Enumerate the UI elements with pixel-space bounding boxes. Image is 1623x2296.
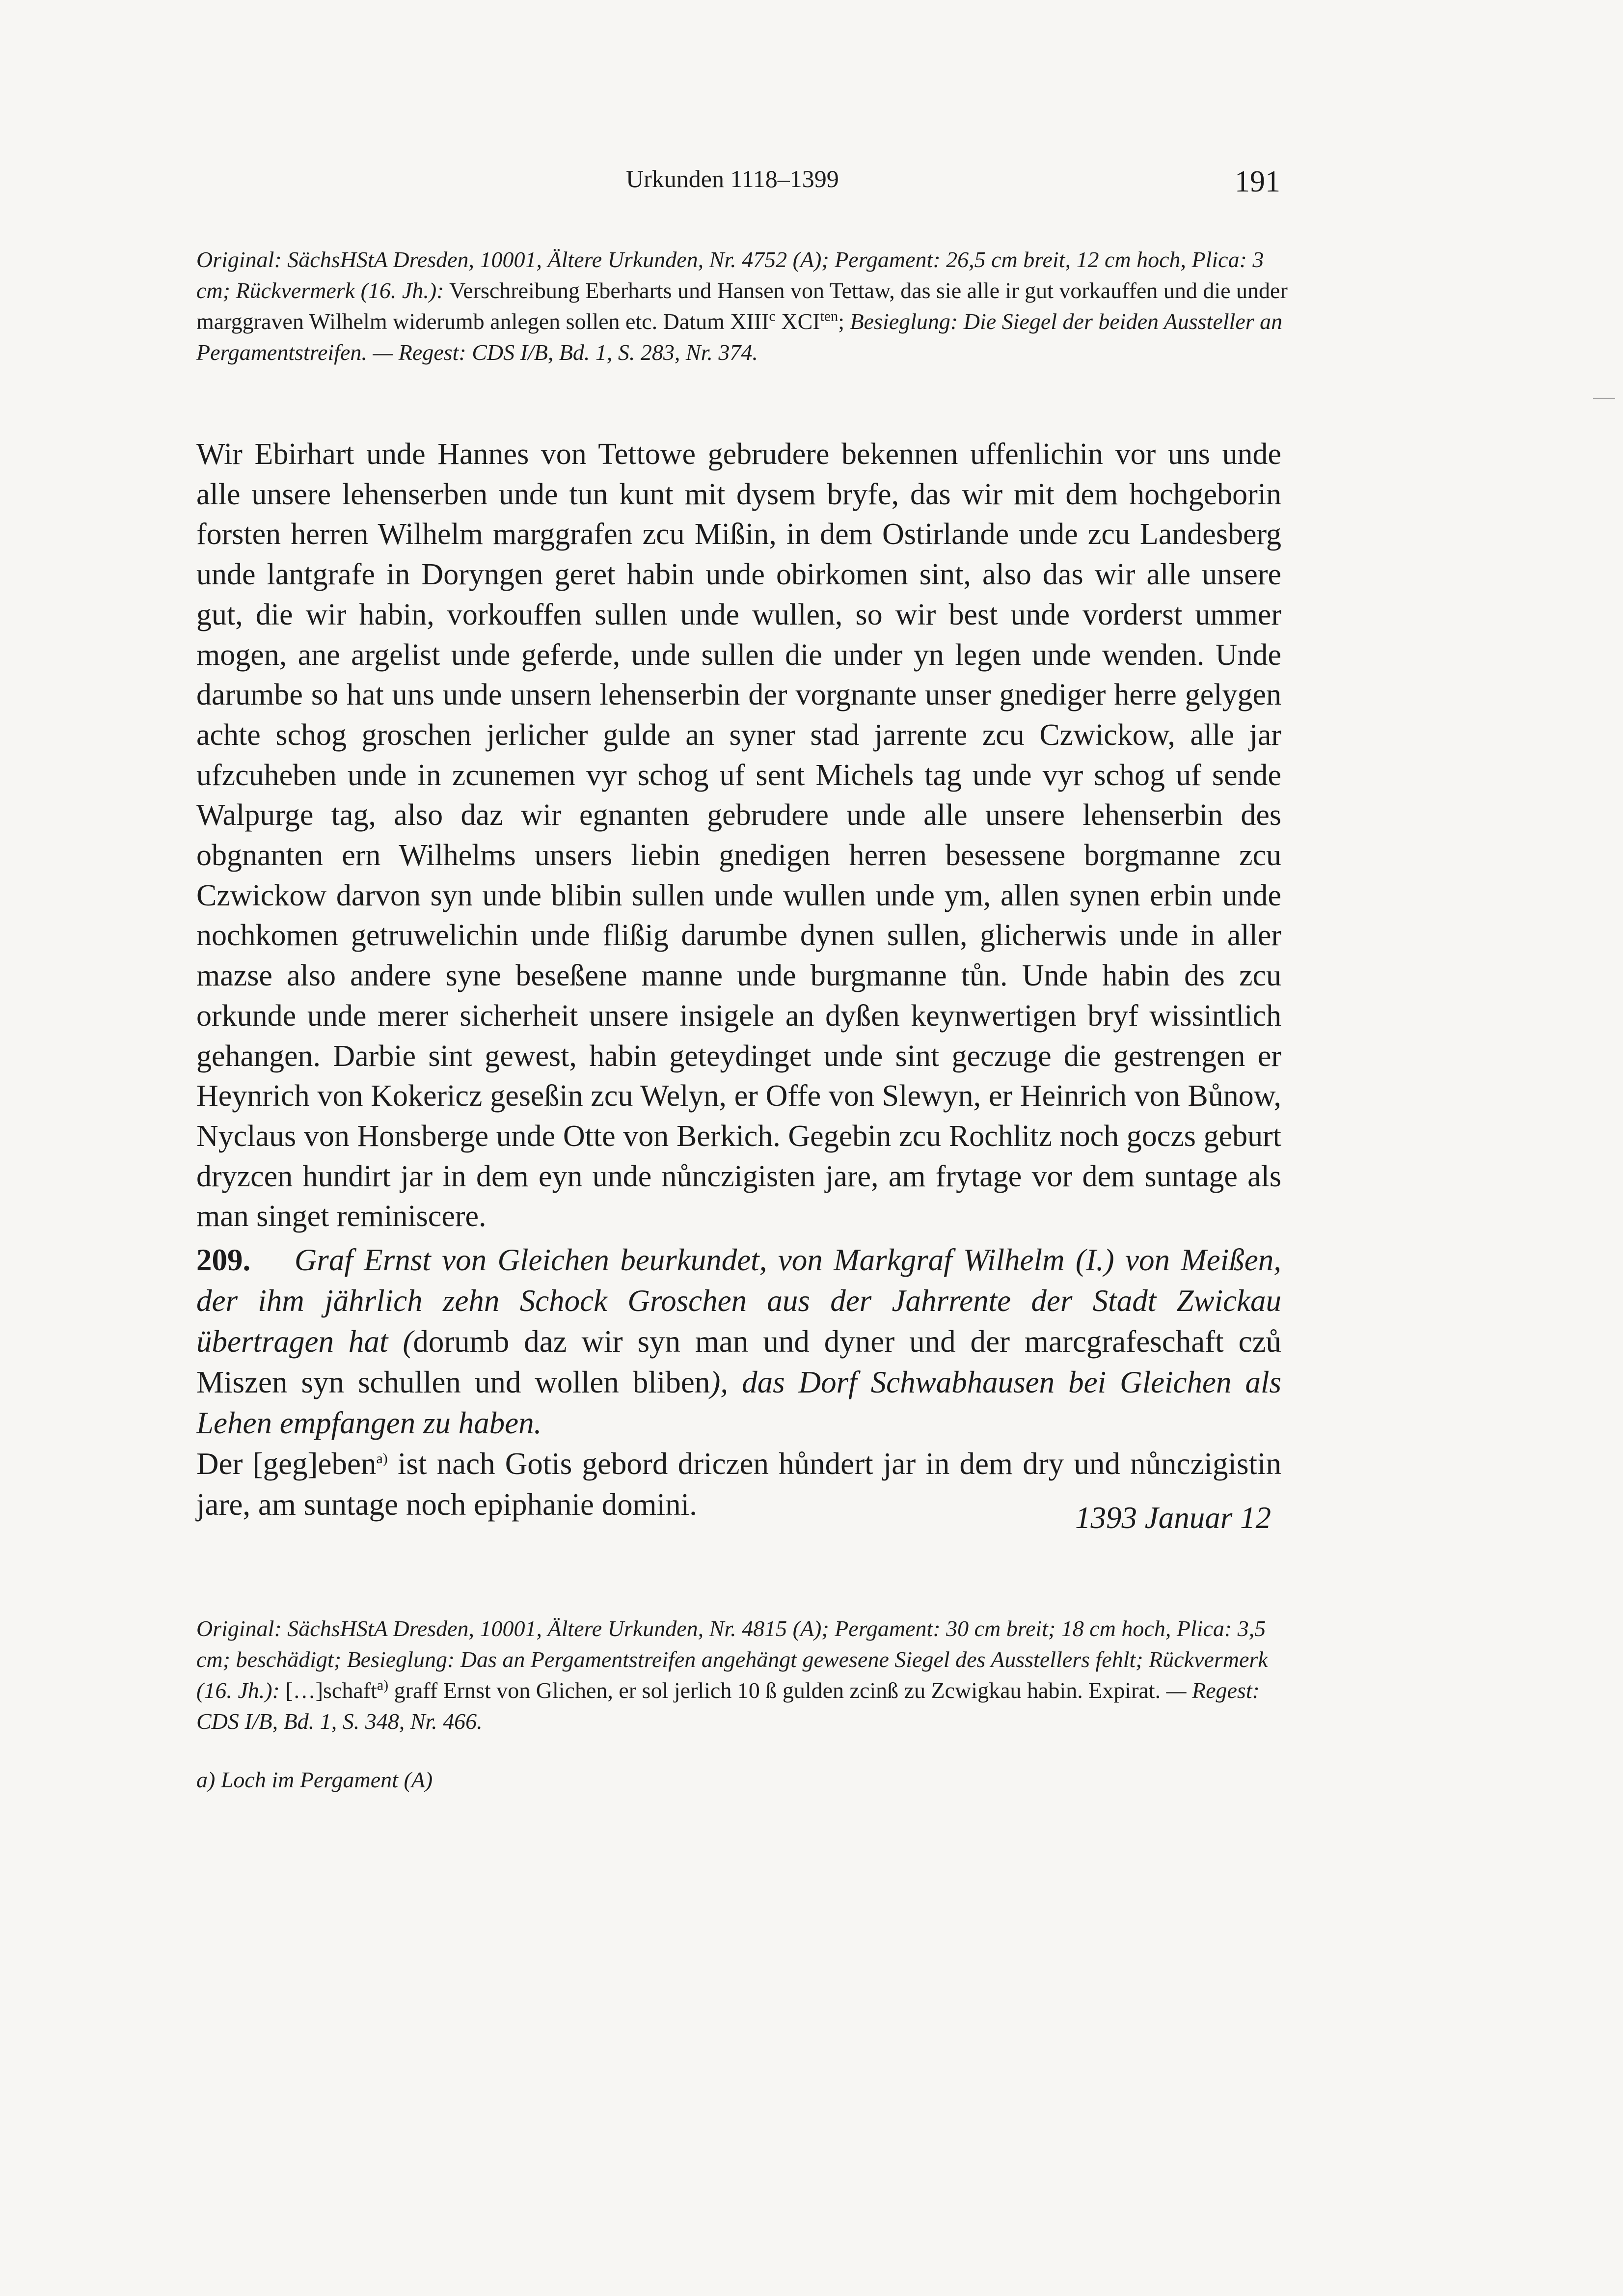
regest-number: 209. xyxy=(196,1243,251,1277)
page-number: 191 xyxy=(1235,165,1280,198)
source-note-2-archive: Original: SächsHStA Dresden, 10001, Ältere Urkunden, Nr. 4815 (A); Pergament: 30 cm breit; 18 cm hoch, Plica: 3,5 cm; beschädigt; Besieglung: Das an Pergamentstreifen angehängt gewesene Siegel des Ausstellers fehlt; Rückvermerk (16. Jh.): xyxy=(196,1616,1268,1703)
source-note-1-seal: Besieglung: Die Siegel der beiden Aussteller an Pergamentstreifen. — Regest: CDS I/B, Bd. 1, S. 283, Nr. 374. xyxy=(196,309,1283,365)
source-note-1-semicolon: ; xyxy=(838,309,845,334)
regest-summary-1: Graf Ernst von Gleichen beurkundet, von Markgraf Wilhelm (I.) von Meißen, der ihm jährlich zehn Schock Groschen aus der Jahrrente der Stadt Zwickau übertragen hat ( xyxy=(196,1243,1281,1359)
charter-text: Wir Ebirhart unde Hannes von Tettowe gebrudere bekennen uffenlichin vor uns unde alle unsere lehenserben unde tun kunt mit dysem bryfe, das wir mit dem hochgeborin forsten herren Wilhelm marggrafen zcu Mißin, in dem Ostirlande unde zcu Landesberg unde lantgrafe in Doryngen geret habin unde obirkomen sint, also das wir alle unsere gut, die wir habin, vorkouffen sullen unde wullen, so wir best unde vorderst ummer mogen, ane argelist unde geferde, unde sullen die under yn legen unde wenden. Unde darumbe so hat uns unde unsern lehenserbin der vorgnante unser gnediger herre gelygen achte schog groschen jerlicher gulde an syner stad jarrente zcu Czwickow, alle jar ufzcuheben unde in zcunemen vyr schog uf sent Michels tag unde vyr schog uf sende Walpurge tag, also daz wir egnanten gebrudere unde alle unsere lehenserbin des obgnanten ern Wilhelms unsers liebin gnedigen herren besessene borgmanne zcu Czwickow darvon syn unde blibin sullen unde wullen unde ym, allen synen erbin unde nochkomen getruwelichin unde flißig darumbe dynen sullen, glicherwis unde in aller mazse also andere syne beseßene manne unde burgmanne tůn. Unde habin des zcu orkunde unde merer sicherheit unsere insigele an dyßen keynwertigen bryf wissintlich gehangen. Darbie sint gewest, habin geteydinget unde sint geczuge die gestrengen er Heynrich von Kokericz geseßin zcu Welyn, er Offe von Slewyn, er Heinrich von Bůnow, Nyclaus von Honsberge unde Otte von Berkich. Gegebin zcu Rochlitz noch goczs geburt dryzcen hundirt jar in dem eyn unde nůnczigisten jare, am frytage vor dem suntage als man singet reminiscere. xyxy=(196,437,1281,1233)
source-note-1-sup-ten: ten xyxy=(820,308,839,325)
regest-dating-2: ist nach Gotis gebord driczen hůndert jar in dem dry und nůnczigistin jare, am suntage noch epiphanie domini. xyxy=(196,1447,1281,1522)
source-note-1-dorsal: Verschreibung Eberharts und Hansen von Tettaw, das sie alle ir gut vorkauffen und die under marggraven Wilhelm widerumb anlegen sollen etc. Datum XIII xyxy=(196,278,1288,334)
regest-date: 1393 Januar 12 xyxy=(1075,1501,1271,1535)
regest-summary-2: ), das Dorf Schwabhausen bei Gleichen als Lehen empfangen zu haben. xyxy=(196,1365,1281,1440)
regest-dating-1: Der [geg]eben xyxy=(196,1447,377,1481)
footnote-a: a) Loch im Pergament (A) xyxy=(196,1767,433,1792)
regest-dating-sup: a) xyxy=(376,1450,388,1467)
source-note-1-sup-c: c xyxy=(769,308,776,325)
source-note-2-regest: — Regest: CDS I/B, Bd. 1, S. 348, Nr. 466. xyxy=(196,1678,1260,1734)
regest-quote: dorumb daz wir syn man und dyner und der marcgrafeschaft czů Miszen syn schullen und wollen bliben xyxy=(196,1324,1281,1399)
source-note-1-xci: XCI xyxy=(775,309,820,334)
running-head: Urkunden 1118–1399 xyxy=(626,165,839,192)
source-note-2-dorsal-end: graff Ernst von Glichen, er sol jerlich 10 ß gulden zcinß zu Zcwigkau habin. Expirat. xyxy=(388,1678,1161,1703)
regest-209 xyxy=(196,1240,1281,1525)
margin-mark xyxy=(1593,398,1615,399)
source-note-2-sup: a) xyxy=(377,1677,389,1694)
source-note-2-dorsal: […]schaft xyxy=(279,1678,377,1703)
source-note-2 xyxy=(196,1613,1301,1737)
source-note-1-archive: Original: SächsHStA Dresden, 10001, Ältere Urkunden, Nr. 4752 (A); Pergament: 26,5 cm breit, 12 cm hoch, Plica: 3 cm; Rückvermerk (16. Jh.): xyxy=(196,247,1264,303)
source-note-1 xyxy=(196,244,1301,368)
